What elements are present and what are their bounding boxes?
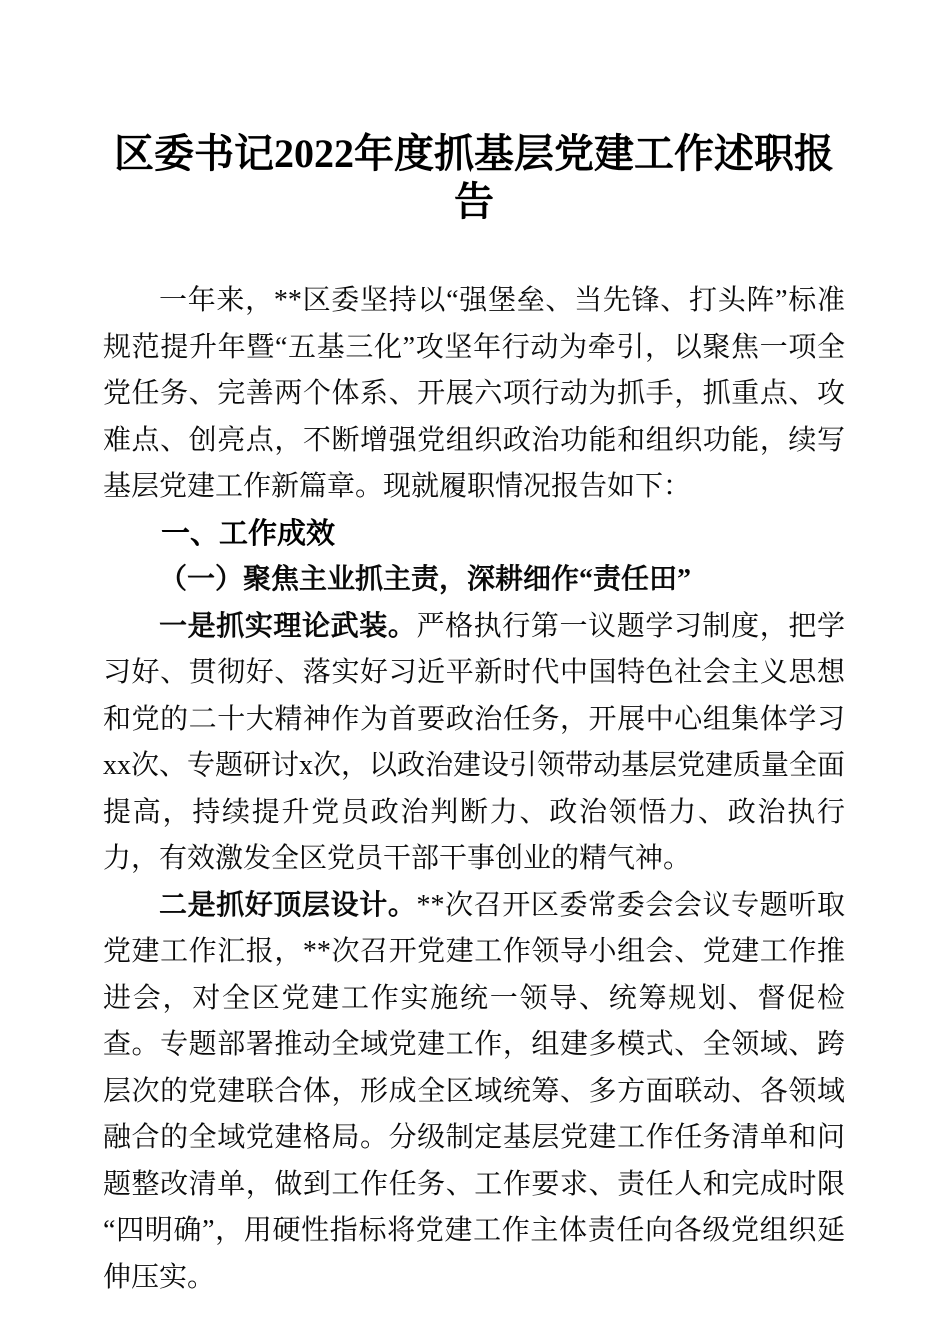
paragraph-1-lead: 一是抓实理论武装。 xyxy=(159,610,417,642)
body-paragraph-1 xyxy=(103,604,845,883)
paragraph-1-text: 严格执行第一议题学习制度，把学习好、贯彻好、落实好习近平新时代中国特色社会主义思想和党的二十大精神作为首要政治任务，开展中心组集体学习xx次、专题研讨x次，以政治建设引领带动基层党建质量全面提高，持续提升党员政治判断力、政治领悟力、政治执行力，有效激发全区党员干部干事创业的精气神。 xyxy=(103,610,846,874)
subsection-1-1-heading: （一）聚焦主业抓主责，深耕细作“责任田” xyxy=(159,564,692,595)
paragraph-2-lead: 二是抓好顶层设计。 xyxy=(159,889,417,921)
section-1-heading: 一、工作成效 xyxy=(161,517,336,550)
document-title: 区委书记2022年度抓基层党建工作述职报告 xyxy=(114,131,834,224)
document-body xyxy=(103,278,845,1301)
intro-paragraph: 一年来，**区委坚持以“强堡垒、当先锋、打头阵”标准规范提升年暨“五基三化”攻坚年行动为牵引，以聚焦一项全党任务、完善两个体系、开展六项行动为抓手，抓重点、攻难点、创亮点，不断增强党组织政治功能和组织功能，续写基层党建工作新篇章。现就履职情况报告如下： xyxy=(103,285,845,502)
body-paragraph-2 xyxy=(103,883,845,1302)
paragraph-2-text: **次召开区委常委会会议专题听取党建工作汇报，**次召开党建工作领导小组会、党建工作推进会，对全区党建工作实施统一领导、统筹规划、督促检查。专题部署推动全域党建工作，组建多模式、全领域、跨层次的党建联合体，形成全区域统筹、多方面联动、各领域融合的全域党建格局。分级制定基层党建工作任务清单和问题整改清单，做到工作任务、工作要求、责任人和完成时限“四明确”，用硬性指标将党建工作主体责任向各级党组织延伸压实。 xyxy=(103,889,845,1293)
